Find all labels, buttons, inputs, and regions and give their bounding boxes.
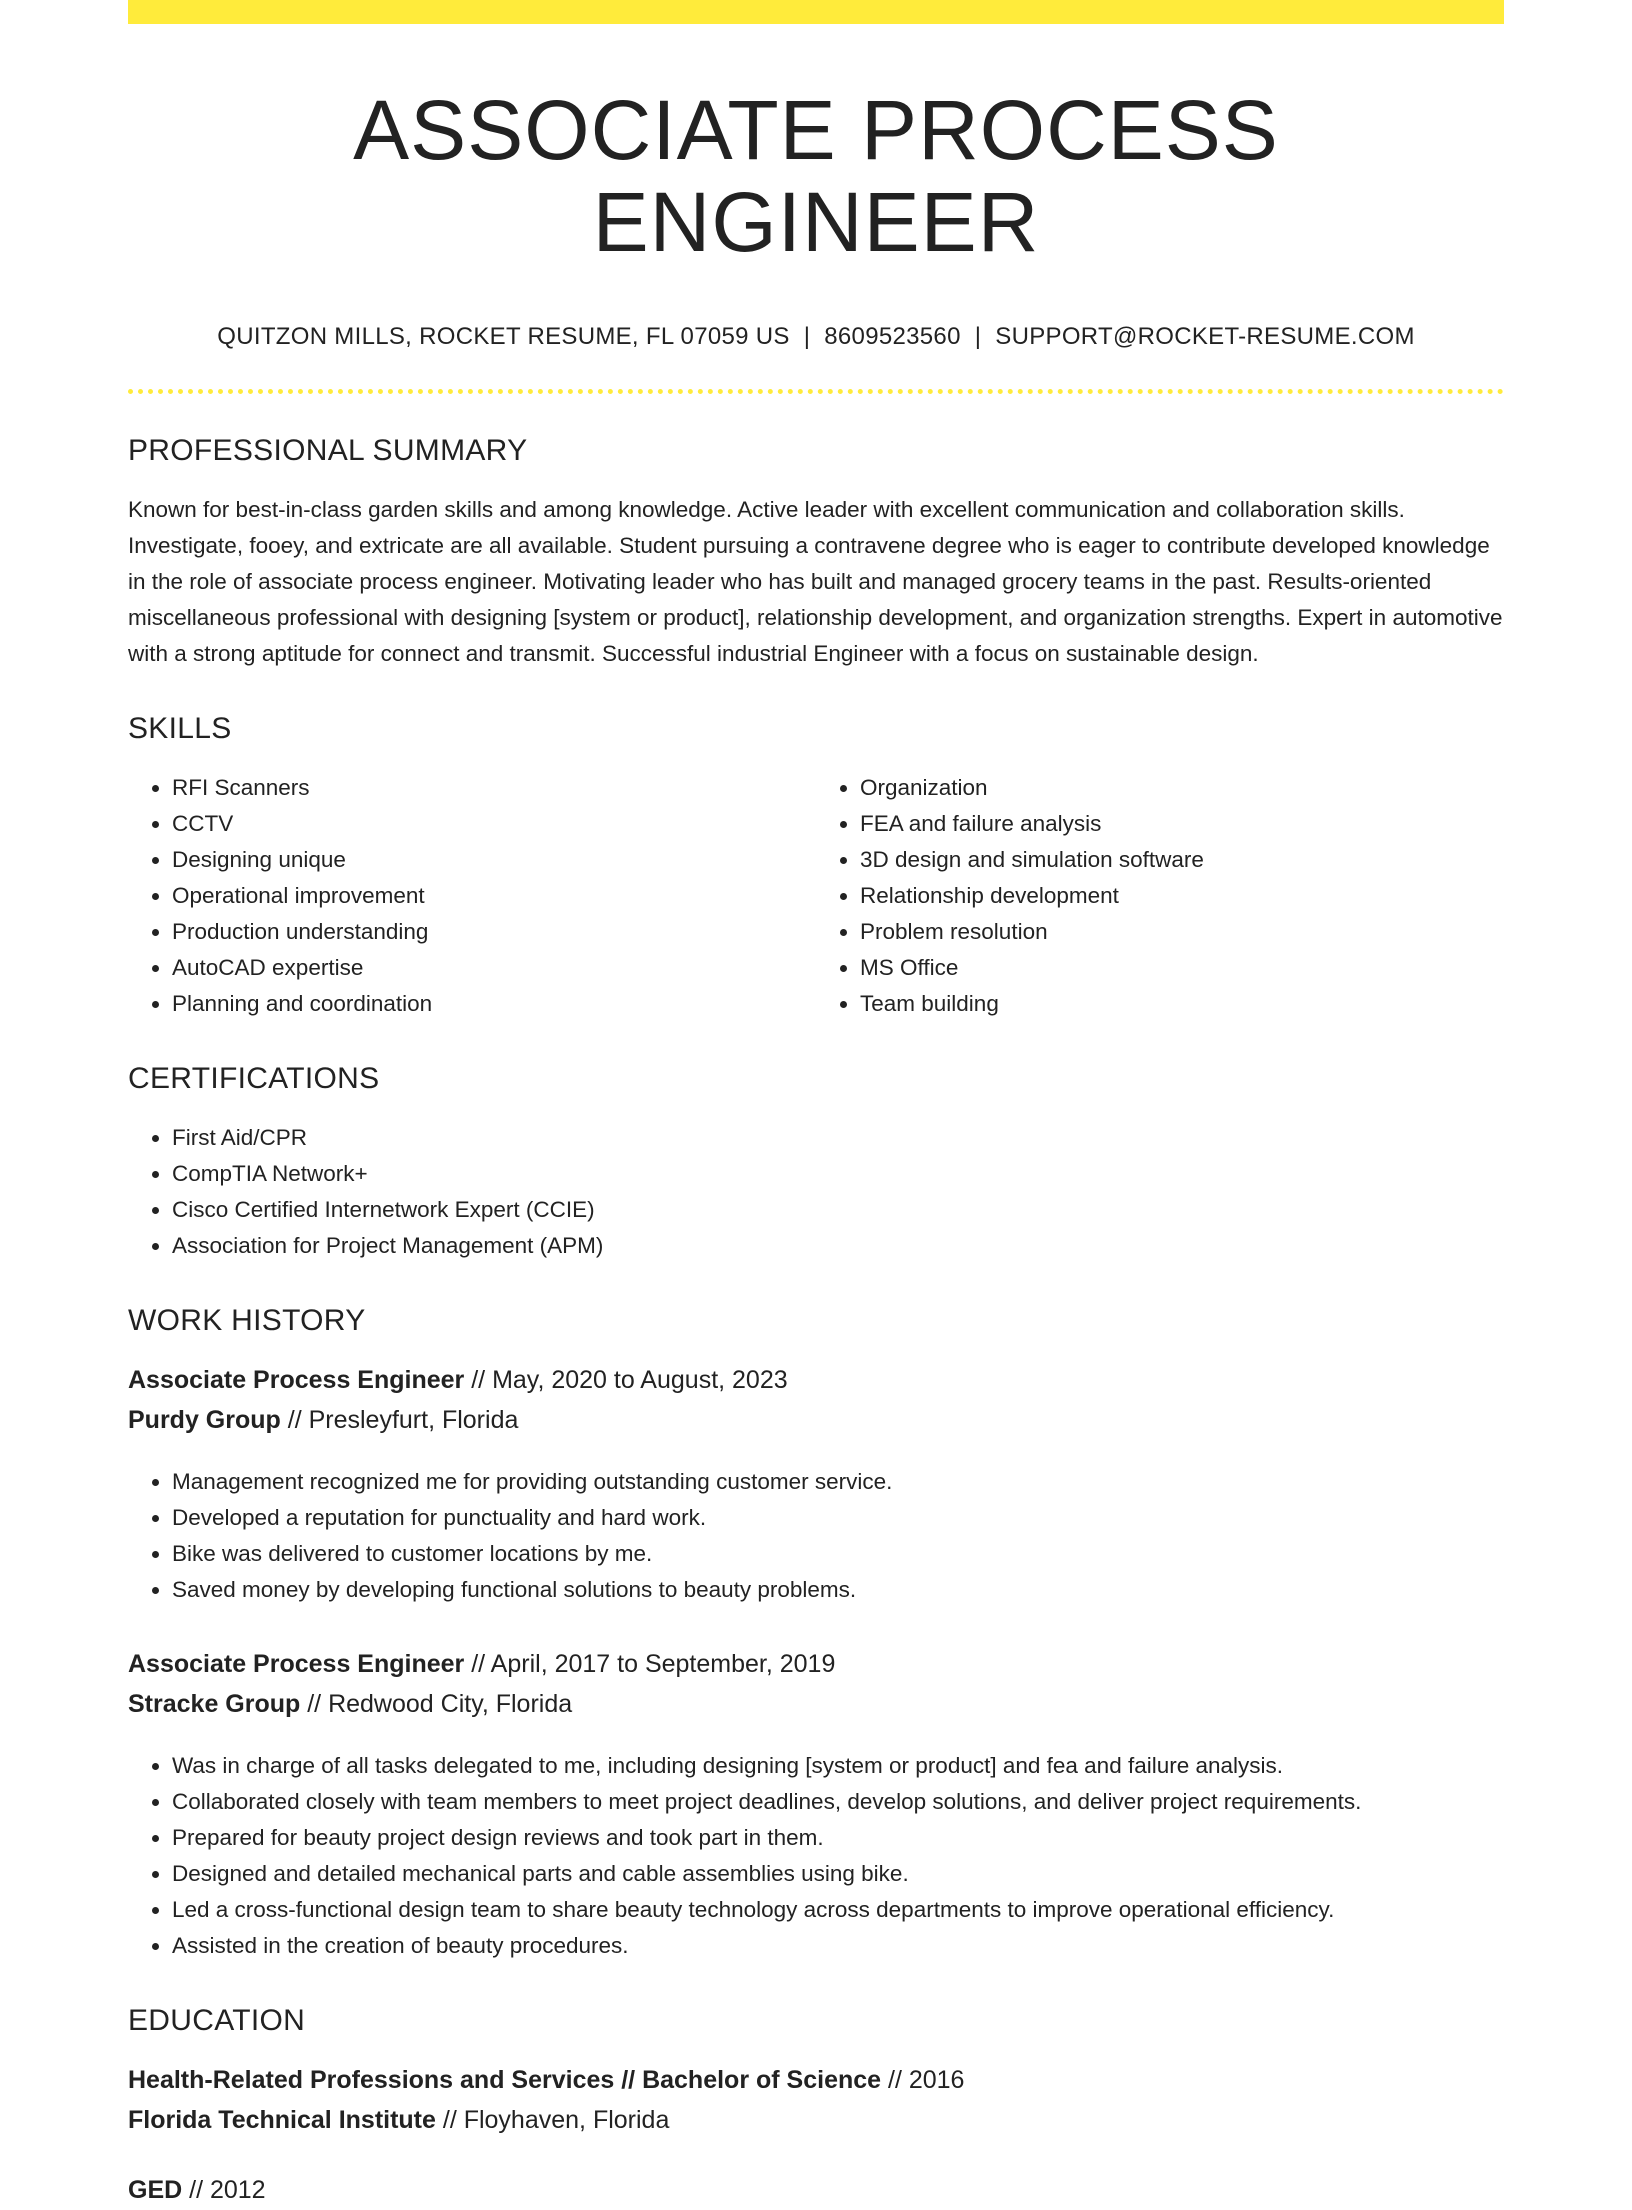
skill-item: • CCTV <box>172 806 816 842</box>
contact-separator: | <box>803 322 811 350</box>
contact-email: SUPPORT@ROCKET-RESUME.COM <box>995 322 1415 350</box>
job-bullet: • Collaborated closely with team members to meet project deadlines, develop solutions, and deliver project requirements. <box>172 1784 1504 1820</box>
education-location: // Floyhaven, Florida <box>435 2105 670 2134</box>
skills-right-list <box>816 770 1504 1022</box>
job-dates: // May, 2020 to August, 2023 <box>464 1365 788 1394</box>
education-year: // 2012 <box>182 2175 266 2204</box>
resume-page <box>128 0 1504 2210</box>
skill-item: • Planning and coordination <box>172 986 816 1022</box>
education-degree: Health-Related Professions and Services // Bachelor of Science <box>128 2065 882 2094</box>
contact-separator: | <box>974 322 982 350</box>
resume-title: ASSOCIATE PROCESS ENGINEER <box>353 83 1279 270</box>
education-degree-line <box>128 2170 1504 2210</box>
job-title-line <box>128 1644 1504 1684</box>
job-bullet: • Bike was delivered to customer locations by me. <box>172 1536 1504 1572</box>
job-location: // Presleyfurt, Florida <box>280 1405 519 1434</box>
contact-phone: 8609523560 <box>824 322 961 350</box>
certification-item: • Cisco Certified Internetwork Expert (CCIE) <box>172 1192 1504 1228</box>
job-bullet: • Saved money by developing functional solutions to beauty problems. <box>172 1572 1504 1608</box>
skill-item: • Organization <box>860 770 1504 806</box>
contact-line <box>128 323 1504 351</box>
skill-item: • RFI Scanners <box>172 770 816 806</box>
job-bullet: • Was in charge of all tasks delegated to me, including designing [system or product] and fea and failure analysis. <box>172 1748 1504 1784</box>
job-bullet: • Assisted in the creation of beauty procedures. <box>172 1928 1504 1964</box>
skills-heading: SKILLS <box>128 711 232 745</box>
skill-item: • Team building <box>860 986 1504 1022</box>
job-role: Associate Process Engineer <box>128 1365 465 1394</box>
job-bullet: • Prepared for beauty project design reviews and took part in them. <box>172 1820 1504 1856</box>
job-company: Purdy Group <box>128 1405 281 1434</box>
job-dates: // April, 2017 to September, 2019 <box>464 1649 836 1678</box>
job-title-line <box>128 1360 1504 1400</box>
contact-address: QUITZON MILLS, ROCKET RESUME, FL 07059 US <box>217 322 790 350</box>
skill-item: • Problem resolution <box>860 914 1504 950</box>
education-year: // 2016 <box>881 2065 965 2094</box>
certification-item: • CompTIA Network+ <box>172 1156 1504 1192</box>
education-degree-line <box>128 2060 1504 2100</box>
skill-item: • Designing unique <box>172 842 816 878</box>
job-company: Stracke Group <box>128 1689 301 1718</box>
job-bullets <box>128 1464 1504 1608</box>
certifications-list <box>128 1120 1504 1264</box>
education-school-line <box>128 2100 1504 2140</box>
job-bullet: • Designed and detailed mechanical parts and cable assemblies using bike. <box>172 1856 1504 1892</box>
job-company-line <box>128 1400 1504 1440</box>
dotted-divider <box>128 389 1504 394</box>
summary-text: Known for best-in-class garden skills and among knowledge. Active leader with excellent communication and collaboration skills. Investigate, fooey, and extricate are all available. Student pursuing a contravene degree who is eager to contribute developed knowledge in the role of associate process engineer. Motivating leader who has built and managed grocery teams in the past. Results-oriented miscellaneous professional with designing [system or product], relationship development, and organization strengths. Expert in automotive with a strong aptitude for connect and transmit. Successful industrial Engineer with a focus on sustainable design. <box>128 496 1503 666</box>
skill-item: • 3D design and simulation software <box>860 842 1504 878</box>
certification-item: • Association for Project Management (APM) <box>172 1228 1504 1264</box>
education-heading: EDUCATION <box>128 2003 306 2037</box>
skill-item: • FEA and failure analysis <box>860 806 1504 842</box>
job-bullet: • Management recognized me for providing outstanding customer service. <box>172 1464 1504 1500</box>
certifications-heading: CERTIFICATIONS <box>128 1061 380 1095</box>
education-degree: GED <box>128 2175 183 2204</box>
skills-left-list <box>128 770 816 1022</box>
skills-columns <box>128 770 1504 1022</box>
work-history-heading: WORK HISTORY <box>128 1303 366 1337</box>
skill-item: • MS Office <box>860 950 1504 986</box>
accent-bar <box>128 0 1504 24</box>
skill-item: • Operational improvement <box>172 878 816 914</box>
job-bullet: • Developed a reputation for punctuality and hard work. <box>172 1500 1504 1536</box>
job-role: Associate Process Engineer <box>128 1649 465 1678</box>
job-location: // Redwood City, Florida <box>300 1689 573 1718</box>
certification-item: • First Aid/CPR <box>172 1120 1504 1156</box>
skill-item: • Production understanding <box>172 914 816 950</box>
job-bullet: • Led a cross-functional design team to share beauty technology across departments to improve operational efficiency. <box>172 1892 1504 1928</box>
job-bullets <box>128 1748 1504 1964</box>
summary-heading: PROFESSIONAL SUMMARY <box>128 433 528 467</box>
skill-item: • Relationship development <box>860 878 1504 914</box>
job-company-line <box>128 1684 1504 1724</box>
skill-item: • AutoCAD expertise <box>172 950 816 986</box>
education-school: Florida Technical Institute <box>128 2105 436 2134</box>
